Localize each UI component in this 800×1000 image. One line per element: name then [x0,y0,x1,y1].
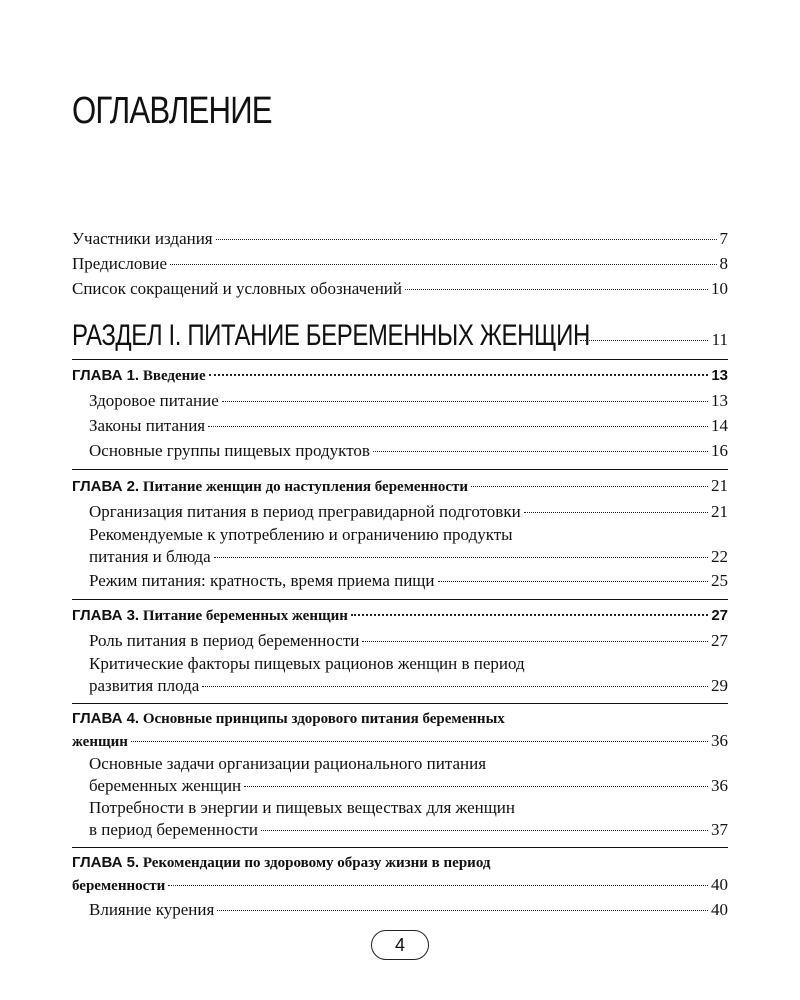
toc-entry-page: 25 [711,571,728,590]
divider [72,599,728,600]
toc-entry-title: Режим питания: кратность, время приема пищи [89,571,435,590]
chapter-label: ГЛАВА 5. [72,854,140,871]
toc-entry-title: Организация питания в период прегравидарной подготовки [89,502,521,521]
toc-entry-title-line2: беременных женщин [89,776,242,795]
divider [72,703,728,704]
toc-entry[interactable] [72,251,728,276]
chapter-title: Питание женщин до наступления беременности [142,479,469,495]
leader-dots [216,239,717,240]
toc-entry-title: Список сокращений и условных обозначений [72,279,403,298]
toc-entry-page: 16 [711,441,728,460]
leader-dots [131,741,708,742]
toc-entry-page: 21 [711,502,728,521]
toc-entry-page: 10 [711,279,728,298]
leader-dots [580,340,708,341]
page-number: 4 [394,934,405,955]
toc-entry-title: Здоровое питание [89,391,219,410]
toc-entry[interactable] [72,628,728,653]
toc-entry-title-line2: в период беременности [89,820,258,839]
chapter-label: ГЛАВА 2. [72,478,140,495]
leader-dots [217,910,708,911]
leader-dots [351,614,708,616]
chapter-label: ГЛАВА 4. [72,710,140,727]
toc-entry[interactable] [72,524,728,568]
chapter-label: ГЛАВА 3. [72,607,140,624]
toc-entry[interactable] [72,897,728,922]
toc-entry[interactable] [72,276,728,301]
toc-entry-title-line1: Рекомендуемые к употреблению и ограничению продукты [89,525,513,544]
chapter-page: 40 [711,875,728,894]
leader-dots [222,401,708,402]
chapter-title: Питание беременных женщин [142,608,348,624]
toc-entry[interactable] [72,653,728,697]
divider [72,847,728,848]
toc-entry-page: 27 [711,631,728,650]
toc-entry[interactable] [72,499,728,524]
toc-entry-page: 37 [711,820,728,839]
toc-entry-title: Основные группы пищевых продуктов [89,441,370,460]
chapter-title-line1: Рекомендации по здоровому образу жизни в период [142,855,491,871]
toc-entry-title-line2: питания и блюда [89,547,211,566]
toc-entry-page: 36 [711,776,728,795]
toc-chapter-entry[interactable] [72,474,728,499]
toc-entry-title: Законы питания [89,416,206,435]
chapter-title: Введение [142,368,206,384]
toc-chapter-entry[interactable] [72,604,728,628]
toc-entry-page: 7 [719,229,728,248]
page-number-badge [371,930,429,960]
table-of-contents [72,226,728,922]
divider [72,469,728,470]
toc-entry-title-line1: Основные задачи организации рационального питания [89,754,487,773]
leader-dots [471,486,708,487]
toc-entry[interactable] [72,226,728,251]
leader-dots [244,786,708,787]
leader-dots [438,581,709,582]
toc-entry-title: Участники издания [72,229,213,248]
toc-chapter-entry[interactable] [72,852,728,897]
leader-dots [208,426,708,427]
toc-entry-title: Влияние курения [89,900,215,919]
toc-entry[interactable] [72,438,728,463]
leader-dots [261,830,708,831]
chapter-page: 27 [711,607,728,624]
leader-dots [209,374,709,376]
toc-entry[interactable] [72,568,728,593]
toc-entry-page: 14 [711,416,728,435]
toc-entry-page: 13 [711,391,728,410]
divider [72,359,728,360]
chapter-page: 21 [711,476,728,495]
leader-dots [362,641,708,642]
toc-chapter-entry[interactable] [72,364,728,388]
chapter-title-line1: Основные принципы здорового питания беременных [142,711,505,727]
toc-entry[interactable] [72,388,728,413]
chapter-title-line2: беременности [72,878,166,894]
leader-dots [170,264,716,265]
toc-entry[interactable] [72,753,728,797]
toc-entry-page: 29 [711,676,728,695]
leader-dots [168,885,708,886]
section-page: 11 [711,330,728,349]
toc-entry[interactable] [72,413,728,438]
toc-entry-title-line1: Потребности в энергии и пищевых веществах для женщин [89,798,515,817]
toc-entry-title: Предисловие [72,254,168,273]
toc-entry-page: 22 [711,547,728,566]
leader-dots [202,686,708,687]
chapter-title-line2: женщин [72,734,128,750]
section-title: РАЗДЕЛ I. ПИТАНИЕ БЕРЕМЕННЫХ ЖЕНЩИН [72,319,590,352]
leader-dots [524,512,708,513]
leader-dots [405,289,708,290]
chapter-page: 36 [711,731,728,750]
chapter-label: ГЛАВА 1. [72,367,140,384]
toc-entry-page: 40 [711,900,728,919]
chapter-page: 13 [711,367,728,384]
toc-section-entry[interactable] [72,319,728,353]
leader-dots [373,451,708,452]
toc-entry[interactable] [72,797,728,841]
toc-entry-title-line1: Критические факторы пищевых рационов женщин в период [89,654,525,673]
toc-entry-title: Роль питания в период беременности [89,631,360,650]
page-title: ОГЛАВЛЕНИЕ [72,90,272,132]
toc-entry-title-line2: развития плода [89,676,200,695]
toc-entry-page: 8 [719,254,728,273]
toc-chapter-entry[interactable] [72,708,728,753]
leader-dots [214,557,708,558]
